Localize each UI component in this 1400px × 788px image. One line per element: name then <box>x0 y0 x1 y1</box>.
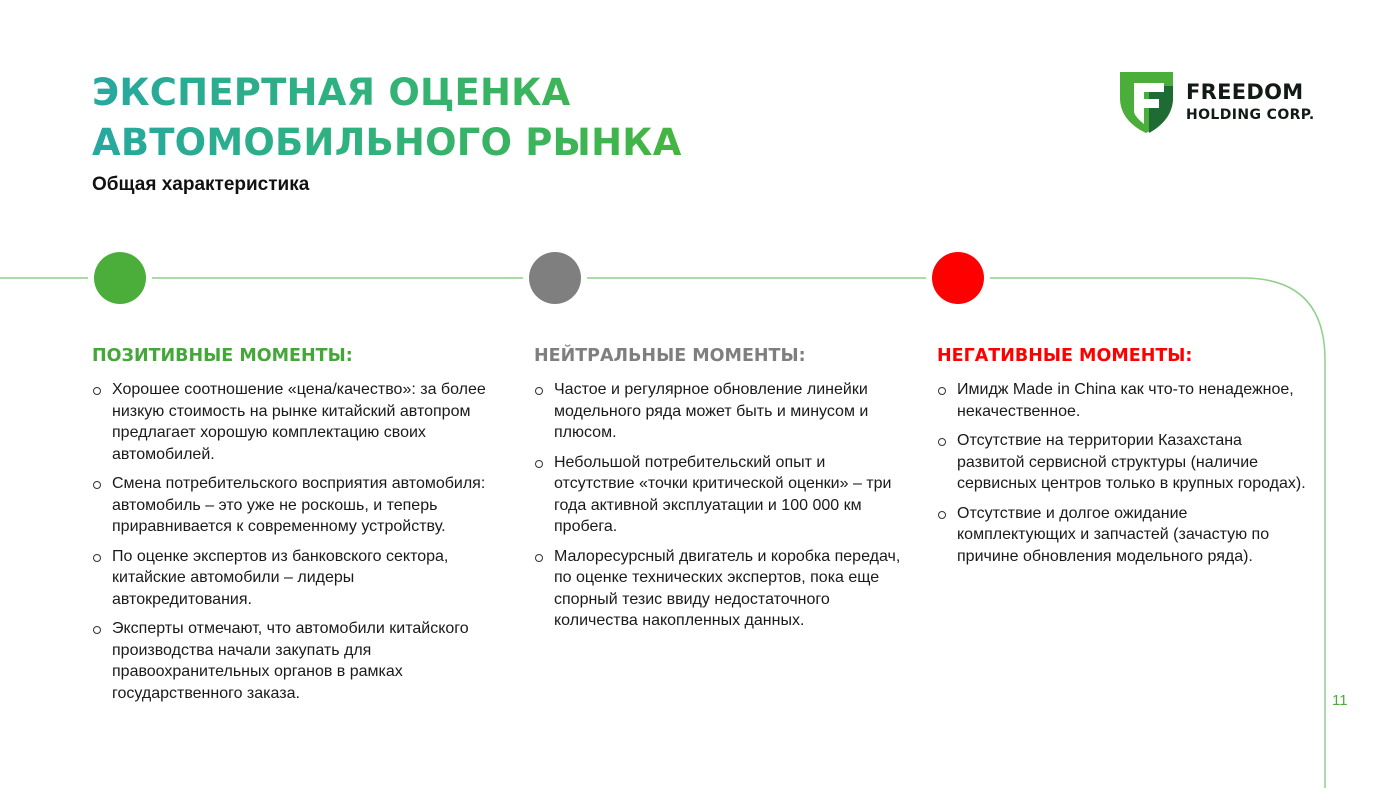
neutral-column <box>534 344 904 640</box>
positive-item: Эксперты отмечают, что автомобили китайского производства начали закупать для правоохранительных органов в рамках государственного заказа. <box>92 618 492 704</box>
logo-line-1: FREEDOM <box>1186 80 1304 104</box>
neutral-list <box>534 379 904 632</box>
neutral-item: Небольшой потребительский опыт и отсутствие «точки критической оценки» – три года активной эксплуатации и 100 000 км пробега. <box>534 452 904 538</box>
negative-item: Имидж Made in China как что-то ненадежное, некачественное. <box>937 379 1307 422</box>
positive-heading: ПОЗИТИВНЫЕ МОМЕНТЫ: <box>92 346 353 366</box>
positive-item: По оценке экспертов из банковского сектора, китайские автомобили – лидеры автокредитования. <box>92 546 492 611</box>
title-line-1: ЭКСПЕРТНАЯ ОЦЕНКА <box>92 71 571 114</box>
page-number: 11 <box>1332 692 1348 709</box>
positive-column <box>92 344 492 712</box>
negative-heading: НЕГАТИВНЫЕ МОМЕНТЫ: <box>937 346 1193 366</box>
logo-line-2: HOLDING CORP. <box>1186 107 1315 123</box>
negative-column <box>937 344 1307 575</box>
positive-marker <box>94 252 146 304</box>
neutral-item: Малоресурсный двигатель и коробка передач, по оценке технических экспертов, пока еще спорный тезис ввиду недостаточного количества накопленных данных. <box>534 546 904 632</box>
positive-item: Хорошее соотношение «цена/качество»: за более низкую стоимость на рынке китайский автопром предлагает хорошую комплектацию своих автомобилей. <box>92 379 492 465</box>
page-subtitle: Общая характеристика <box>92 174 310 195</box>
title-line-2: АВТОМОБИЛЬНОГО РЫНКА <box>92 121 682 164</box>
positive-list <box>92 379 492 704</box>
positive-item: Смена потребительского восприятия автомобиля: автомобиль – это уже не роскошь, и теперь приравнивается к современному устройству. <box>92 473 492 538</box>
neutral-item: Частое и регулярное обновление линейки модельного ряда может быть и минусом и плюсом. <box>534 379 904 444</box>
negative-marker <box>932 252 984 304</box>
negative-item: Отсутствие и долгое ожидание комплектующих и запчастей (зачастую по причине обновления модельного ряда). <box>937 503 1307 568</box>
neutral-heading: НЕЙТРАЛЬНЫЕ МОМЕНТЫ: <box>534 346 806 366</box>
negative-item: Отсутствие на территории Казахстана развитой сервисной структуры (наличие сервисных центров только в крупных городах). <box>937 430 1307 495</box>
neutral-marker <box>529 252 581 304</box>
negative-list <box>937 379 1307 567</box>
